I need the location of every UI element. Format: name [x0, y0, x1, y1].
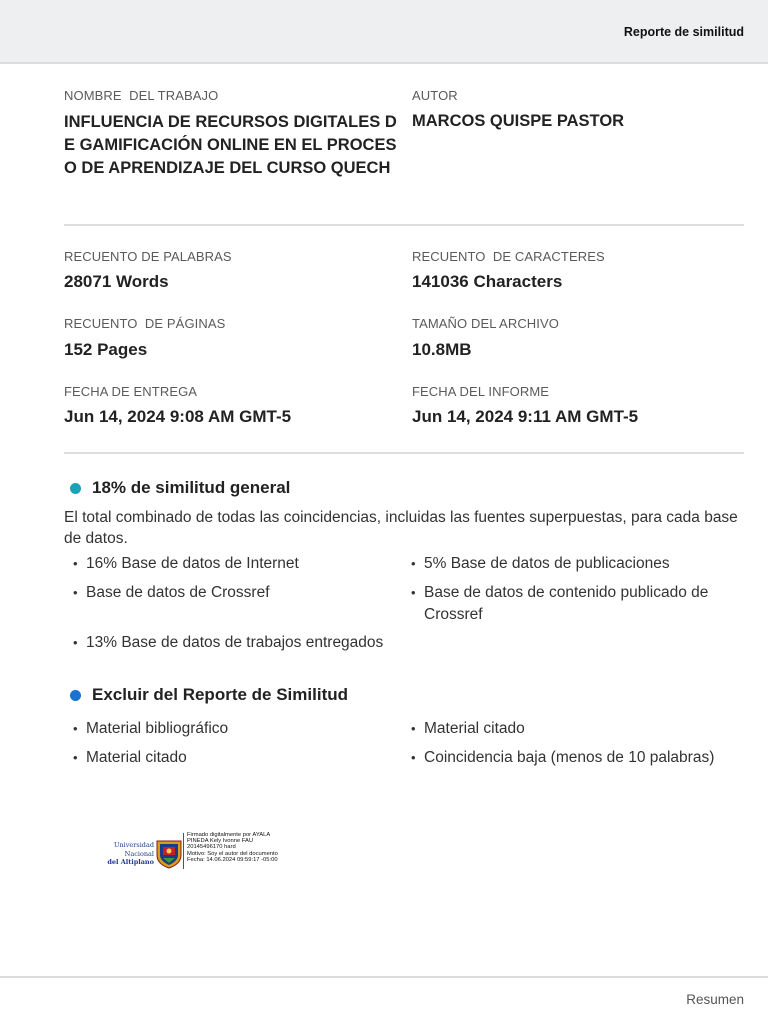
- file-size-label: TAMAÑO DEL ARCHIVO: [412, 316, 559, 331]
- digital-signature: [104, 829, 304, 873]
- seal-divider: [183, 833, 184, 869]
- work-name-label: NOMBRE DEL TRABAJO: [64, 88, 219, 103]
- file-size: 10.8MB: [412, 340, 472, 359]
- university-name: Universidad Nacional del Altiplano: [107, 841, 154, 866]
- similarity-item: • 13% Base de datos de trabajos entregados: [73, 634, 384, 651]
- similarity-heading: [70, 478, 290, 498]
- similarity-description: El total combinado de todas las coincidencias, incluidas las fuentes superpuestas, para cada base de datos.: [64, 509, 738, 547]
- footer-label: Resumen: [686, 992, 744, 1007]
- exclude-item: • Material bibliográfico: [73, 720, 229, 737]
- similarity-item: • Base de datos de contenido publicado de Crossref: [411, 584, 709, 623]
- exclude-item: • Coincidencia baja (menos de 10 palabras): [411, 749, 715, 766]
- report-date: Jun 14, 2024 9:11 AM GMT-5: [412, 407, 639, 426]
- page-count: 152 Pages: [64, 340, 148, 359]
- author-label: AUTOR: [412, 88, 458, 103]
- page-count-label: RECUENTO DE PÁGINAS: [64, 316, 226, 331]
- similarity-item: • Base de datos de Crossref: [73, 584, 270, 601]
- divider: [64, 224, 744, 226]
- exclude-item: • Material citado: [411, 720, 525, 737]
- report-header: [0, 0, 768, 64]
- signature-details: Firmado digitalmente por AYALA PINEDA Kely Ivonne FAU 20145496170 hard Motivo: Soy el autor del documento Fecha: 14.06.2024 09:59:17 -05:00: [187, 832, 278, 863]
- char-count: 141036 Characters: [412, 272, 563, 291]
- similarity-item: • 5% Base de datos de publicaciones: [411, 555, 670, 572]
- word-count: 28071 Words: [64, 272, 169, 291]
- exclude-heading: [70, 685, 348, 705]
- divider: [64, 452, 744, 454]
- similarity-dot-icon: [70, 483, 81, 494]
- report-date-label: FECHA DEL INFORME: [412, 384, 550, 399]
- exclude-item: • Material citado: [73, 749, 187, 766]
- similarity-heading-text: 18% de similitud general: [92, 478, 291, 497]
- author-name: MARCOS QUISPE PASTOR: [412, 112, 625, 130]
- university-crest-icon: [154, 837, 184, 869]
- char-count-label: RECUENTO DE CARACTERES: [412, 249, 605, 264]
- submit-date: Jun 14, 2024 9:08 AM GMT-5: [64, 407, 292, 426]
- word-count-label: RECUENTO DE PALABRAS: [64, 249, 232, 264]
- exclude-dot-icon: [70, 690, 81, 701]
- report-title: Reporte de similitud: [623, 25, 744, 39]
- submit-date-label: FECHA DE ENTREGA: [64, 384, 198, 399]
- exclude-heading-text: Excluir del Reporte de Similitud: [92, 685, 348, 704]
- report-footer: [0, 976, 768, 1024]
- work-name: INFLUENCIA DE RECURSOS DIGITALES DE GAMIFICACIÓN ONLINE EN EL PROCESO DE APRENDIZAJE DEL CURSO QUECH: [64, 113, 397, 177]
- similarity-item: • 16% Base de datos de Internet: [73, 555, 299, 572]
